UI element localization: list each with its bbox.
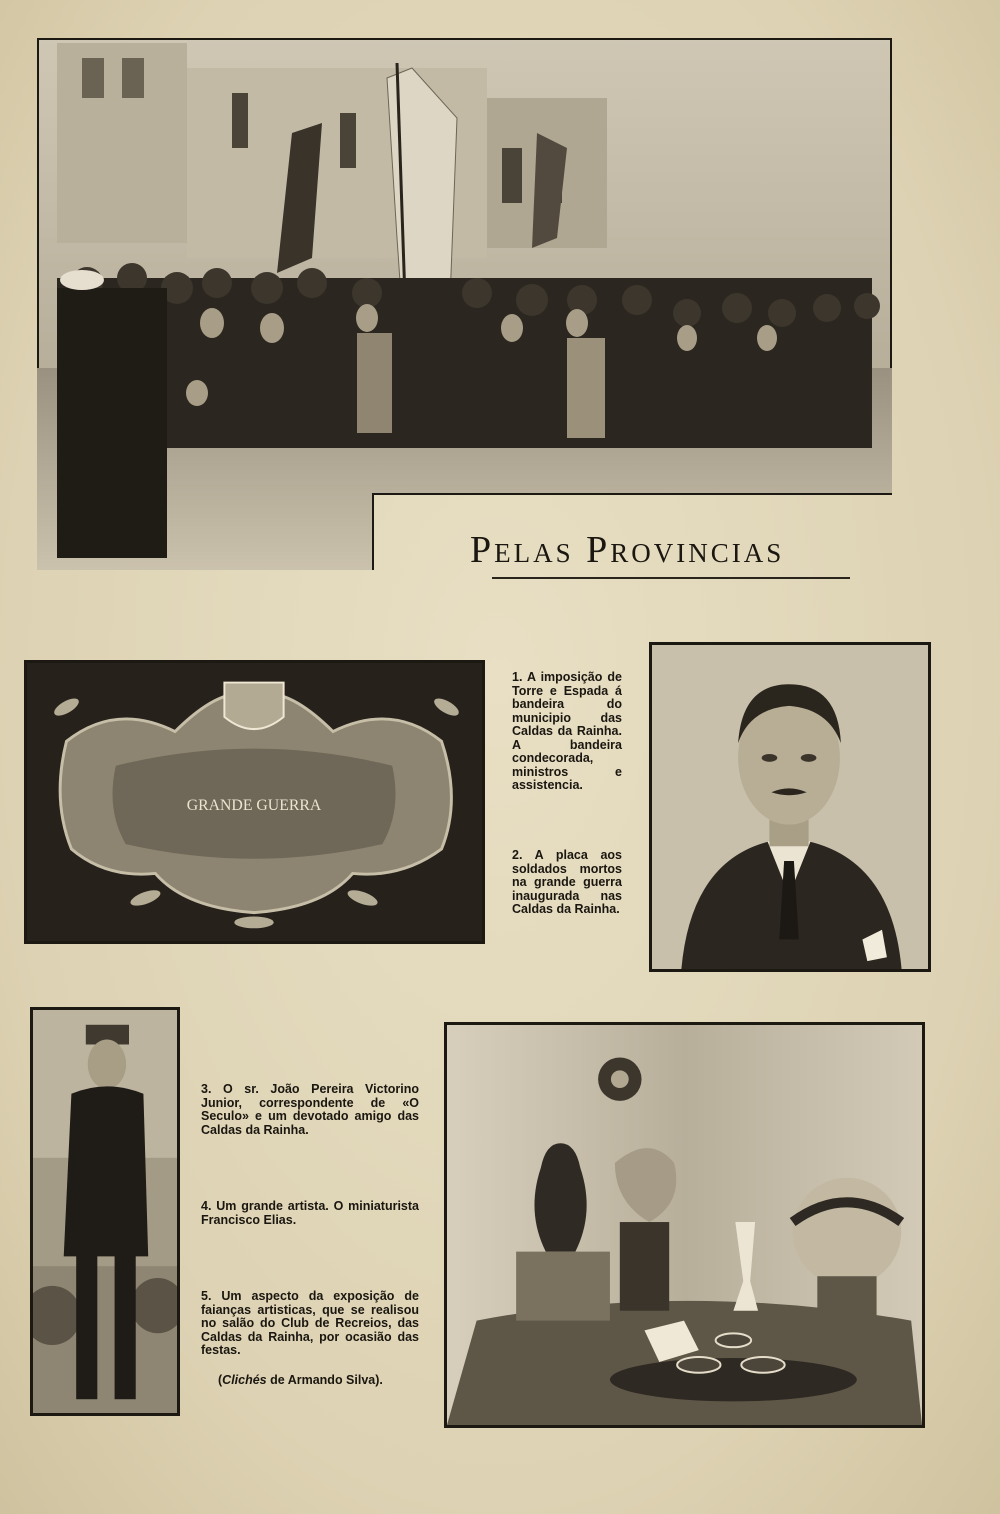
- ceremony-photo: [37, 38, 892, 570]
- credit-rest: de Armando Silva).: [266, 1373, 383, 1387]
- exhibition-photo: [444, 1022, 925, 1428]
- page-title: Pelas Provincias: [470, 529, 785, 571]
- standing-man-photo: [30, 1007, 180, 1416]
- caption-2: 2. A placa aos soldados mortos na grande guerra inaugurada nas Caldas da Rainha.: [512, 848, 622, 916]
- plaque-inscription: GRANDE GUERRA: [186, 796, 322, 814]
- caption-3: 3. O sr. João Pereira Victorino Junior, correspondente de «O Seculo» e um devotado amigo das Caldas da Rainha.: [201, 1082, 419, 1137]
- caption-1: 1. A imposição de Torre e Espada á bandeira do municipio das Caldas da Rainha. A bandeira condecorada, ministros e assistencia.: [512, 670, 622, 792]
- photo-credit: (Clichés de Armando Silva).: [218, 1373, 383, 1387]
- title-underline: [492, 577, 850, 579]
- caption-4: 4. Um grande artista. O miniaturista Francisco Elias.: [201, 1199, 419, 1227]
- plaque-photo: [24, 660, 485, 944]
- portrait-photo: [649, 642, 931, 972]
- caption-5: 5. Um aspecto da exposição de faianças artisticas, que se realisou no salão do Club de Recreios, das Caldas da Rainha, por ocasião das festas.: [201, 1289, 419, 1357]
- credit-word: Clichés: [222, 1373, 267, 1387]
